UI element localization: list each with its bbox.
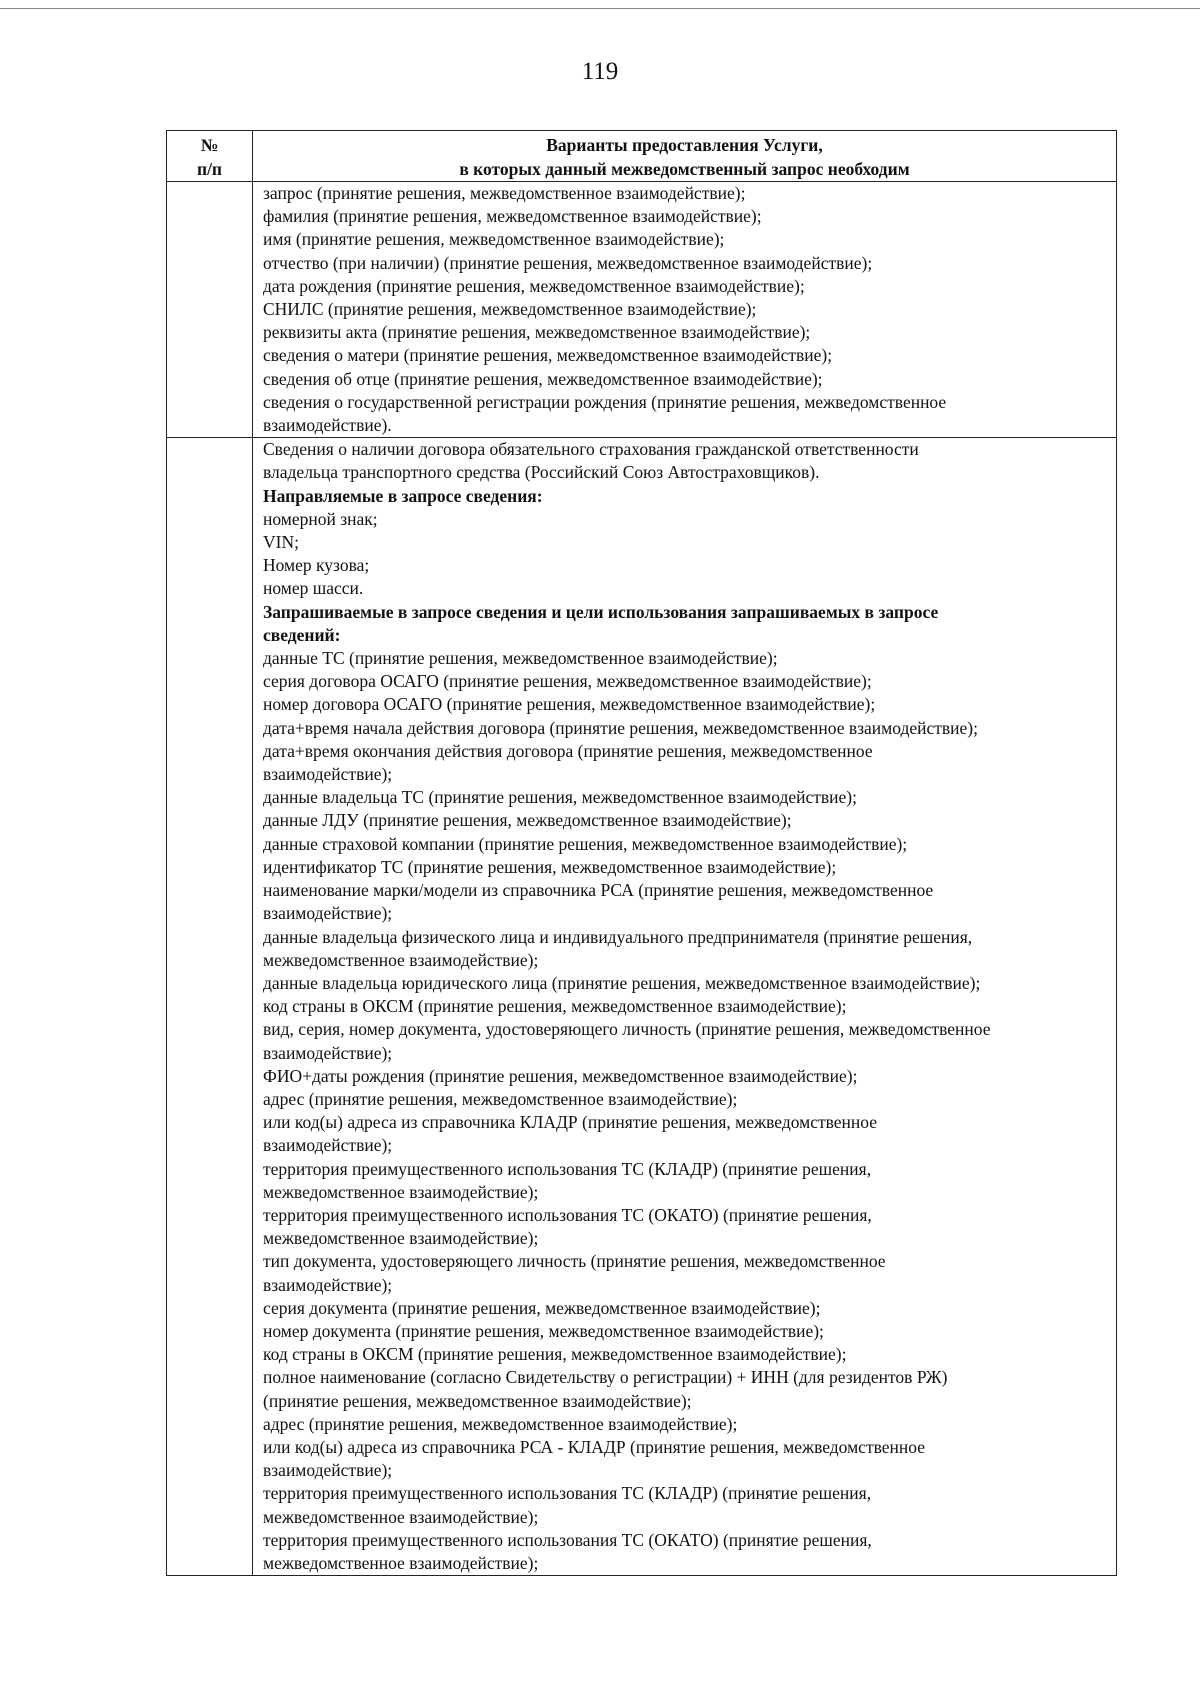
text-line: данные ТС (принятие решения, межведомственное взаимодействие); <box>263 648 778 669</box>
header-variants-column <box>253 131 1117 182</box>
table-row <box>167 182 1117 438</box>
text-line: владельца транспортного средства (Российский Союз Автостраховщиков). <box>263 462 820 483</box>
text-line: идентификатор ТС (принятие решения, межведомственное взаимодействие); <box>263 856 837 877</box>
text-line: Запрашиваемые в запросе сведения и цели использования запрашиваемых в запросе <box>263 601 939 622</box>
text-line: данные владельца юридического лица (принятие решения, межведомственное взаимодействие); <box>263 972 981 993</box>
text-line: номер шасси. <box>263 578 364 599</box>
text-line: вид, серия, номер документа, удостоверяющего личность (принятие решения, межведомственное <box>263 1019 991 1040</box>
text-line: наименование марки/модели из справочника РСА (принятие решения, межведомственное <box>263 880 934 901</box>
text-line: дата рождения (принятие решения, межведомственное взаимодействие); <box>263 275 805 296</box>
text-line: взаимодействие); <box>263 1460 393 1481</box>
text-line: данные ЛДУ (принятие решения, межведомственное взаимодействие); <box>263 810 792 831</box>
text-line: код страны в ОКСМ (принятие решения, межведомственное взаимодействие); <box>263 996 847 1017</box>
text-line: серия договора ОСАГО (принятие решения, межведомственное взаимодействие); <box>263 671 872 692</box>
text-line: данные страховой компании (принятие решения, межведомственное взаимодействие); <box>263 833 908 854</box>
header-number-line: № <box>200 135 219 155</box>
text-line: номерной знак; <box>263 508 378 529</box>
row-content-cell <box>253 182 1117 438</box>
table-row <box>167 438 1117 1576</box>
text-line: межведомственное взаимодействие); <box>263 1181 539 1202</box>
text-line: взаимодействие); <box>263 1274 393 1295</box>
text-line: тип документа, удостоверяющего личность (принятие решения, межведомственное <box>263 1251 886 1272</box>
services-table <box>166 130 1117 1576</box>
text-line: реквизиты акта (принятие решения, межведомственное взаимодействие); <box>263 322 811 343</box>
scan-top-edge <box>0 8 1200 9</box>
text-line: взаимодействие). <box>263 415 392 436</box>
text-line: межведомственное взаимодействие); <box>263 1552 539 1573</box>
text-line: взаимодействие); <box>263 1042 393 1063</box>
text-line: межведомственное взаимодействие); <box>263 1506 539 1527</box>
text-line: полное наименование (согласно Свидетельству о регистрации) + ИНН (для резидентов РЖ) <box>263 1367 948 1388</box>
text-line: код страны в ОКСМ (принятие решения, межведомственное взаимодействие); <box>263 1344 847 1365</box>
text-line: межведомственное взаимодействие); <box>263 949 539 970</box>
text-line: данные владельца физического лица и индивидуального предпринимателя (принятие решения, <box>263 926 973 947</box>
text-line: территория преимущественного использования ТС (ОКАТО) (принятие решения, <box>263 1529 872 1550</box>
text-line: территория преимущественного использования ТС (ОКАТО) (принятие решения, <box>263 1204 872 1225</box>
text-line: или код(ы) адреса из справочника КЛАДР (принятие решения, межведомственное <box>263 1112 878 1133</box>
text-line: номер договора ОСАГО (принятие решения, межведомственное взаимодействие); <box>263 694 876 715</box>
text-line: VIN; <box>263 532 299 553</box>
text-line: дата+время начала действия договора (принятие решения, межведомственное взаимодействие); <box>263 717 978 738</box>
text-line: или код(ы) адреса из справочника РСА - КЛАДР (принятие решения, межведомственное <box>263 1436 925 1457</box>
text-line: данные владельца ТС (принятие решения, межведомственное взаимодействие); <box>263 787 858 808</box>
text-line: СНИЛС (принятие решения, межведомственное взаимодействие); <box>263 299 757 320</box>
text-line: взаимодействие); <box>263 1135 393 1156</box>
text-line: адрес (принятие решения, межведомственное взаимодействие); <box>263 1413 738 1434</box>
text-line: ФИО+даты рождения (принятие решения, межведомственное взаимодействие); <box>263 1065 858 1086</box>
table-header-row <box>167 131 1117 182</box>
text-line: территория преимущественного использования ТС (КЛАДР) (принятие решения, <box>263 1483 872 1504</box>
text-line: сведений: <box>263 624 341 645</box>
text-line: номер документа (принятие решения, межведомственное взаимодействие); <box>263 1320 824 1341</box>
text-line: серия документа (принятие решения, межведомственное взаимодействие); <box>263 1297 821 1318</box>
header-number-column <box>167 131 253 182</box>
row-content-cell <box>253 438 1117 1576</box>
row-number-cell <box>167 182 253 438</box>
text-line: межведомственное взаимодействие); <box>263 1228 539 1249</box>
text-line: дата+время окончания действия договора (принятие решения, межведомственное <box>263 740 873 761</box>
text-line: запрос (принятие решения, межведомственное взаимодействие); <box>263 183 746 203</box>
text-line: отчество (при наличии) (принятие решения, межведомственное взаимодействие); <box>263 252 873 273</box>
text-line: имя (принятие решения, межведомственное взаимодействие); <box>263 229 725 250</box>
text-line: сведения об отце (принятие решения, межведомственное взаимодействие); <box>263 368 823 389</box>
text-line: сведения о матери (принятие решения, межведомственное взаимодействие); <box>263 345 833 366</box>
text-line: взаимодействие); <box>263 903 393 924</box>
text-line: Направляемые в запросе сведения: <box>263 485 543 506</box>
text-line: территория преимущественного использования ТС (КЛАДР) (принятие решения, <box>263 1158 872 1179</box>
text-line: фамилия (принятие решения, межведомственное взаимодействие); <box>263 206 762 227</box>
text-line: сведения о государственной регистрации рождения (принятие решения, межведомственное <box>263 391 947 412</box>
text-line: (принятие решения, межведомственное взаимодействие); <box>263 1390 692 1411</box>
text-line: адрес (принятие решения, межведомственное взаимодействие); <box>263 1088 738 1109</box>
text-line: Сведения о наличии договора обязательного страхования гражданской ответственности <box>263 439 919 460</box>
header-variants-line: Варианты предоставления Услуги, <box>546 135 823 155</box>
text-line: Номер кузова; <box>263 555 370 576</box>
page-number: 119 <box>581 58 619 85</box>
text-line: взаимодействие); <box>263 764 393 785</box>
row-number-cell <box>167 438 253 1576</box>
header-variants-line: в которых данный межведомственный запрос необходим <box>459 159 910 179</box>
header-number-line: п/п <box>196 159 223 179</box>
